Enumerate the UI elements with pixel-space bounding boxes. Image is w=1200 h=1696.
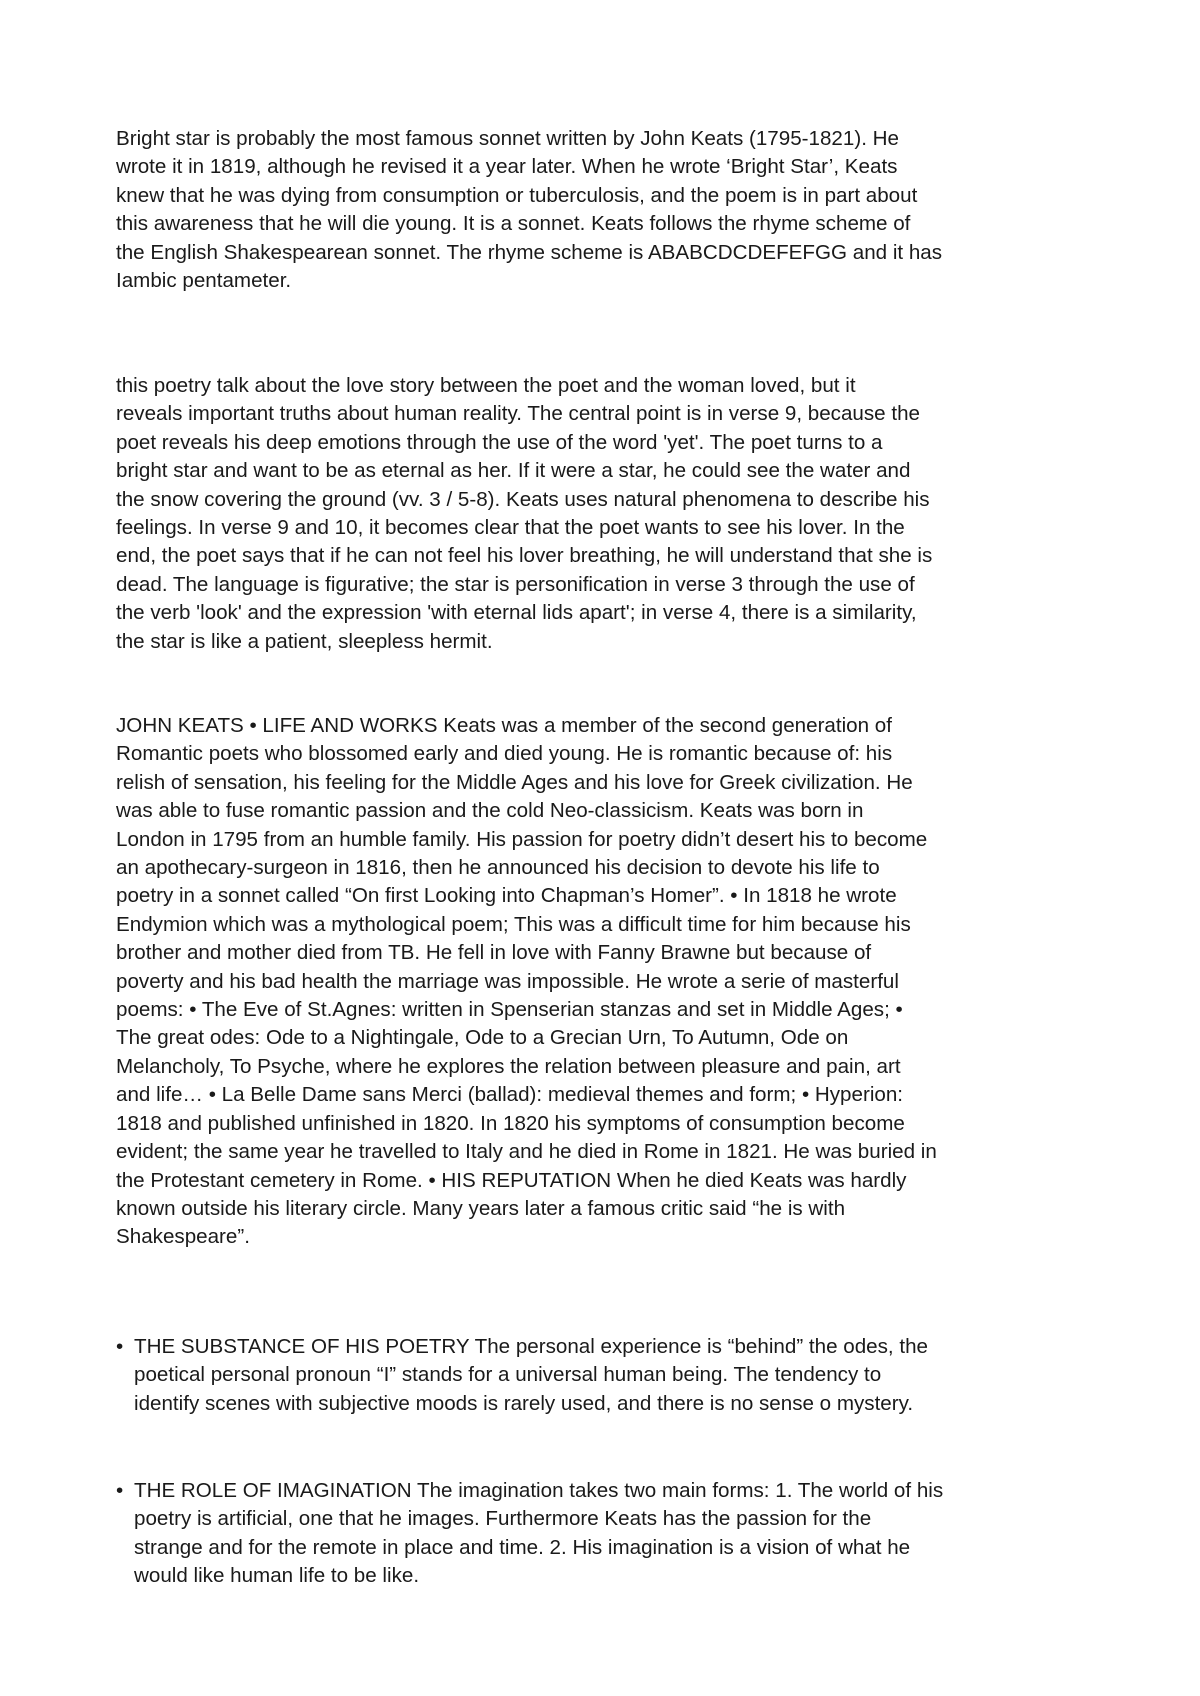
bullet-marker: •: [116, 1479, 124, 1502]
bullet-item-imagination: [116, 1477, 1106, 1591]
paragraph-bright-star-intro: Bright star is probably the most famous sonnet written by John Keats (1795-1821). He wrote it in 1819, although he revised it a year later. When he wrote ‘Bright Star’, Keats knew that he was dying from consumption or tuberculosis, and the poem is in part about this awareness that he will die young. It is a sonnet. Keats follows the rhyme scheme of the English Shakespearean sonnet. The rhyme scheme is ABABCDCDEFEFGG and it has Iambic pentameter.: [116, 127, 943, 293]
bullet-text: THE SUBSTANCE OF HIS POETRY The personal experience is “behind” the odes, the poetical personal pronoun “I” stands for a universal human being. The tendency to identify scenes with subjective moods is rarely used, and there is no sense o mystery.: [134, 1335, 928, 1415]
bullet-text: THE ROLE OF IMAGINATION The imagination takes two main forms: 1. The world of his poetry is artificial, one that he images. Furthermore Keats has the passion for the strange and for the remote in place and time. 2. His imagination is a vision of what he would like human life to be like.: [134, 1479, 944, 1588]
paragraph-poem-analysis: this poetry talk about the love story between the poet and the woman loved, but it reveals important truths about human reality. The central point is in verse 9, because the poet reveals his deep emotions through the use of the word 'yet'. The poet turns to a bright star and want to be as eternal as her. If it were a star, he could see the water and the snow covering the ground (vv. 3 / 5-8). Keats uses natural phenomena to describe his feelings. In verse 9 and 10, it becomes clear that the poet wants to see his lover. In the end, the poet says that if he can not feel his lover breathing, he will understand that she is dead. The language is figurative; the star is personification in verse 3 through the use of the verb 'look' and the expression 'with eternal lids apart'; in verse 4, there is a similarity, the star is like a patient, sleepless hermit.: [116, 374, 933, 653]
paragraph-life-and-works: JOHN KEATS • LIFE AND WORKS Keats was a member of the second generation of Romantic poets who blossomed early and died young. He is romantic because of: his relish of sensation, his feeling for the Middle Ages and his love for Greek civilization. He was able to fuse romantic passion and the cold Neo-classicism. Keats was born in London in 1795 from an humble family. His passion for poetry didn’t desert his to become an apothecary-surgeon in 1816, then he announced his decision to devote his life to poetry in a sonnet called “On first Looking into Chapman’s Homer”. • In 1818 he wrote Endymion which was a mythological poem; This was a difficult time for him because his brother and mother died from TB. He fell in love with Fanny Brawne but because of poverty and his bad health the marriage was impossible. He wrote a serie of masterful poems: • The Eve of St.Agnes: written in Spenserian stanzas and set in Middle Ages; • The great odes: Ode to a Nightingale, Ode to a Grecian Urn, To Autumn, Ode on Melancholy, To Psyche, where he explores the relation between pleasure and pain, art and life… • La Belle Dame sans Merci (ballad): medieval themes and form; • Hyperion: 1818 and published unfinished in 1820. In 1820 his symptoms of consumption become evident; the same year he travelled to Italy and he died in Rome in 1821. He was buried in the Protestant cemetery in Rome. • HIS REPUTATION When he died Keats was hardly known outside his literary circle. Many years later a famous critic said “he is with Shakespeare”.: [116, 714, 937, 1249]
bullet-marker: •: [116, 1335, 124, 1358]
bullet-item-substance: [116, 1333, 1106, 1418]
